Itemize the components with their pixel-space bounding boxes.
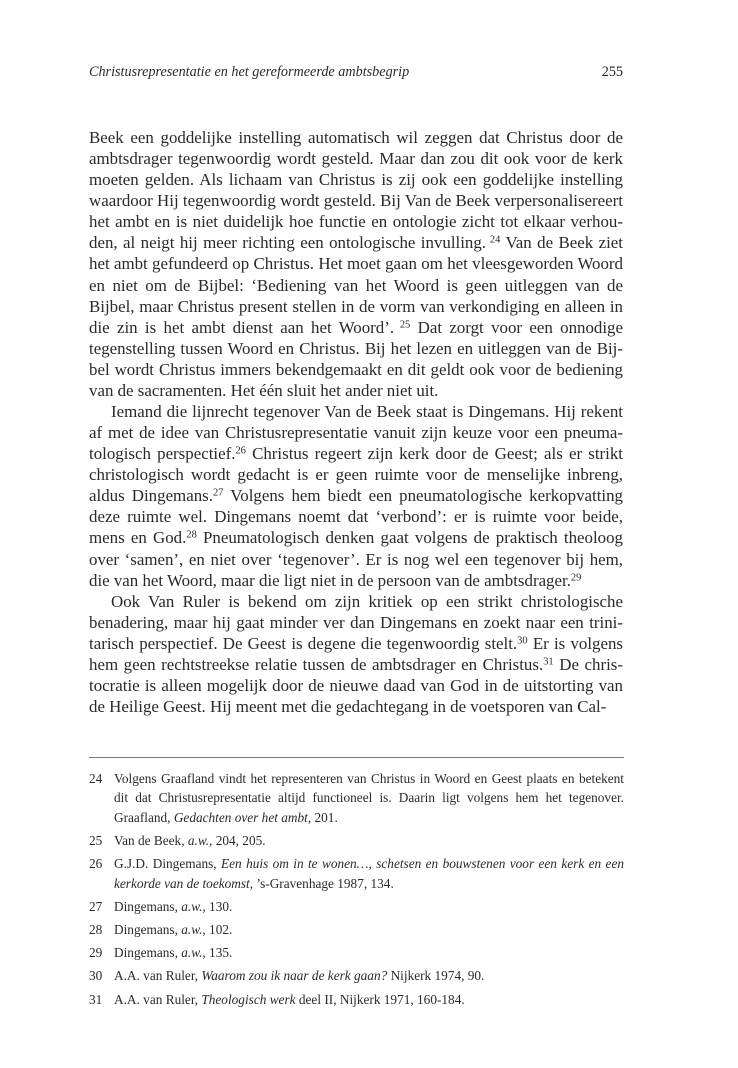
text-run: Van de Beek ziet het ambt gefundeerd op Christus. Het moet gaan om het vleesgeworden Woord en niet om de Bijbel: ‘Bediening van het Woord is geen uitleggen van de Bijbel, maar Christus present stellen in de vorm van verkondiging en alleen in die zin is het ambt dienst aan het Woord’.: [89, 233, 623, 337]
footnote-separator-rule: [89, 757, 624, 758]
footnote: [89, 769, 624, 827]
footnote-reference: 31: [543, 656, 554, 668]
text-run: Iemand die lijnrecht tegenover Van de Beek staat is Dingemans. Hij rekent af met de idee van Christusrepresentatie vanuit zijn keuze voor een pneumatologisch perspectief.: [89, 402, 623, 464]
footnote: [89, 966, 624, 985]
footnote-text: [114, 943, 624, 962]
text-run: Ook Van Ruler is bekend om zijn kritiek op een strikt christologische benadering, maar hij gaat minder ver dan Dingemans en zoekt naar een trinitarisch perspectief. De Geest is degene die tegenwoordig stelt.: [89, 591, 623, 653]
text-run: Van de Beek,: [114, 833, 188, 849]
italic-text: Een huis om in te wonen…, schetsen en bouwstenen voor een kerk en een kerkorde van de toekomst,: [114, 856, 624, 891]
footnote-reference: 24: [486, 234, 501, 246]
footnotes: [89, 769, 624, 1013]
footnote-text: [114, 920, 624, 939]
paragraph: [89, 127, 623, 401]
footnote-number: 27: [89, 898, 103, 914]
footnote-reference: 30: [517, 635, 528, 647]
footnote-number: 29: [89, 945, 103, 961]
paragraph: [89, 591, 623, 717]
text-run: ’s-Gravenhage 1987, 134.: [253, 875, 394, 891]
text-run: 102.: [205, 922, 233, 938]
text-run: Christus regeert zijn kerk door de Geest; als er strikt christologisch wordt gedacht is er geen ruimte voor de menselijke inbreng, aldus Dingemans.: [89, 444, 623, 506]
italic-text: Waarom zou ik naar de kerk gaan?: [201, 968, 388, 984]
text-run: , 204, 205.: [209, 833, 266, 849]
footnote-text: [114, 897, 624, 916]
footnote-text: [114, 831, 624, 850]
footnote: [89, 920, 624, 939]
text-run: G.J.D. Dingemans,: [114, 856, 222, 872]
text-run: Volgens hem biedt een pneumatologische kerkopvatting deze ruimte wel. Dingemans noemt dat ‘verbond’: er is ruimte voor beide, mens en God.: [89, 486, 623, 548]
footnote-reference: 28: [186, 529, 197, 541]
italic-text: a.w.,: [181, 922, 206, 938]
text-run: 135.: [205, 945, 233, 961]
footnote-text: [114, 990, 624, 1009]
footnote-number: 31: [89, 991, 103, 1007]
page-number: 255: [601, 64, 623, 80]
italic-text: Theologisch werk: [201, 991, 296, 1007]
footnote-reference: 27: [212, 487, 224, 499]
text-run: Beek een goddelijke instelling automatisch wil zeggen dat Christus door de ambtsdrager tegenwoordig wordt gesteld. Maar dan zou dit ook voor de kerk moeten gelden. Als lichaam van Christus is zij ook een goddelijke instelling waardoor Hij tegenwoordig wordt gesteld. Bij Van de Beek verpersonalisereert het ambt en is niet duidelijk hoe functie en ontologie zicht tot elkaar verhouden, al neigt hij meer richting een ontologische invulling.: [89, 128, 623, 253]
text-run: Dingemans,: [114, 945, 182, 961]
footnote-reference: 26: [235, 445, 246, 457]
italic-text: a.w.: [187, 833, 210, 849]
text-run: Dingemans,: [114, 922, 182, 938]
footnote-number: 24: [89, 771, 103, 786]
footnote: [89, 831, 624, 850]
footnote-reference: 25: [394, 318, 411, 330]
text-run: Dat zorgt voor een onnodige tegenstelling tussen Woord en Christus. Bij het lezen en uitleggen van de Bijbel wordt Christus immers bekendgemaakt en dit geldt ook voor de bediening van de sacramenten. Het één sluit het ander niet uit.: [89, 317, 623, 400]
footnote: [89, 943, 624, 962]
text-run: Pneumatologisch denken gaat volgens de praktisch theoloog over ‘samen’, en niet over ‘tegenover’. Er is nog wel een tegenover bij hem, die van het Woord, maar die ligt niet in de persoon van de ambtsdrager.: [89, 528, 623, 590]
footnote: [89, 990, 624, 1009]
footnote-number: 26: [89, 856, 103, 872]
text-run: Dingemans,: [114, 898, 182, 914]
footnote-text: [114, 854, 624, 893]
text-run: 130.: [205, 898, 233, 914]
footnote-number: 30: [89, 968, 103, 984]
footnote-number: 25: [89, 833, 103, 849]
text-run: A.A. van Ruler,: [114, 968, 202, 984]
text-run: A.A. van Ruler,: [114, 991, 202, 1007]
running-head: [89, 62, 623, 82]
text-run: Nijkerk 1974, 90.: [387, 968, 485, 984]
body-text: [89, 127, 623, 717]
text-run: De christocratie is alleen mogelijk door de nieuwe daad van God in de uitstorting van de Heilige Geest. Hij meent met die gedachtegang in de voetsporen van Cal-: [89, 654, 623, 717]
footnote: [89, 854, 624, 893]
italic-text: a.w.,: [181, 898, 206, 914]
text-run: Er is volgens hem geen rechtstreekse relatie tussen de ambtsdrager en Christus.: [89, 633, 623, 674]
footnote-reference: 29: [570, 571, 582, 583]
footnote-text: [114, 966, 624, 985]
footnote-text: [114, 769, 624, 827]
italic-text: a.w.,: [181, 945, 206, 961]
text-run: 201.: [311, 809, 338, 825]
text-run: deel II, Nijkerk 1971, 160-184.: [295, 991, 465, 1007]
italic-text: Gedachten over het ambt,: [173, 809, 312, 825]
footnote-number: 28: [89, 922, 103, 938]
footnote: [89, 897, 624, 916]
paragraph: [89, 401, 623, 591]
running-title: Christusrepresentatie en het gereformeerde ambtsbegrip: [89, 64, 410, 80]
text-run: Volgens Graafland vindt het representeren van Christus in Woord en Geest plaats en betekent dit dat Christusrepresentatie altijd functioneel is. Daarin ligt volgens hem het tegenover. Graafland,: [114, 771, 624, 825]
